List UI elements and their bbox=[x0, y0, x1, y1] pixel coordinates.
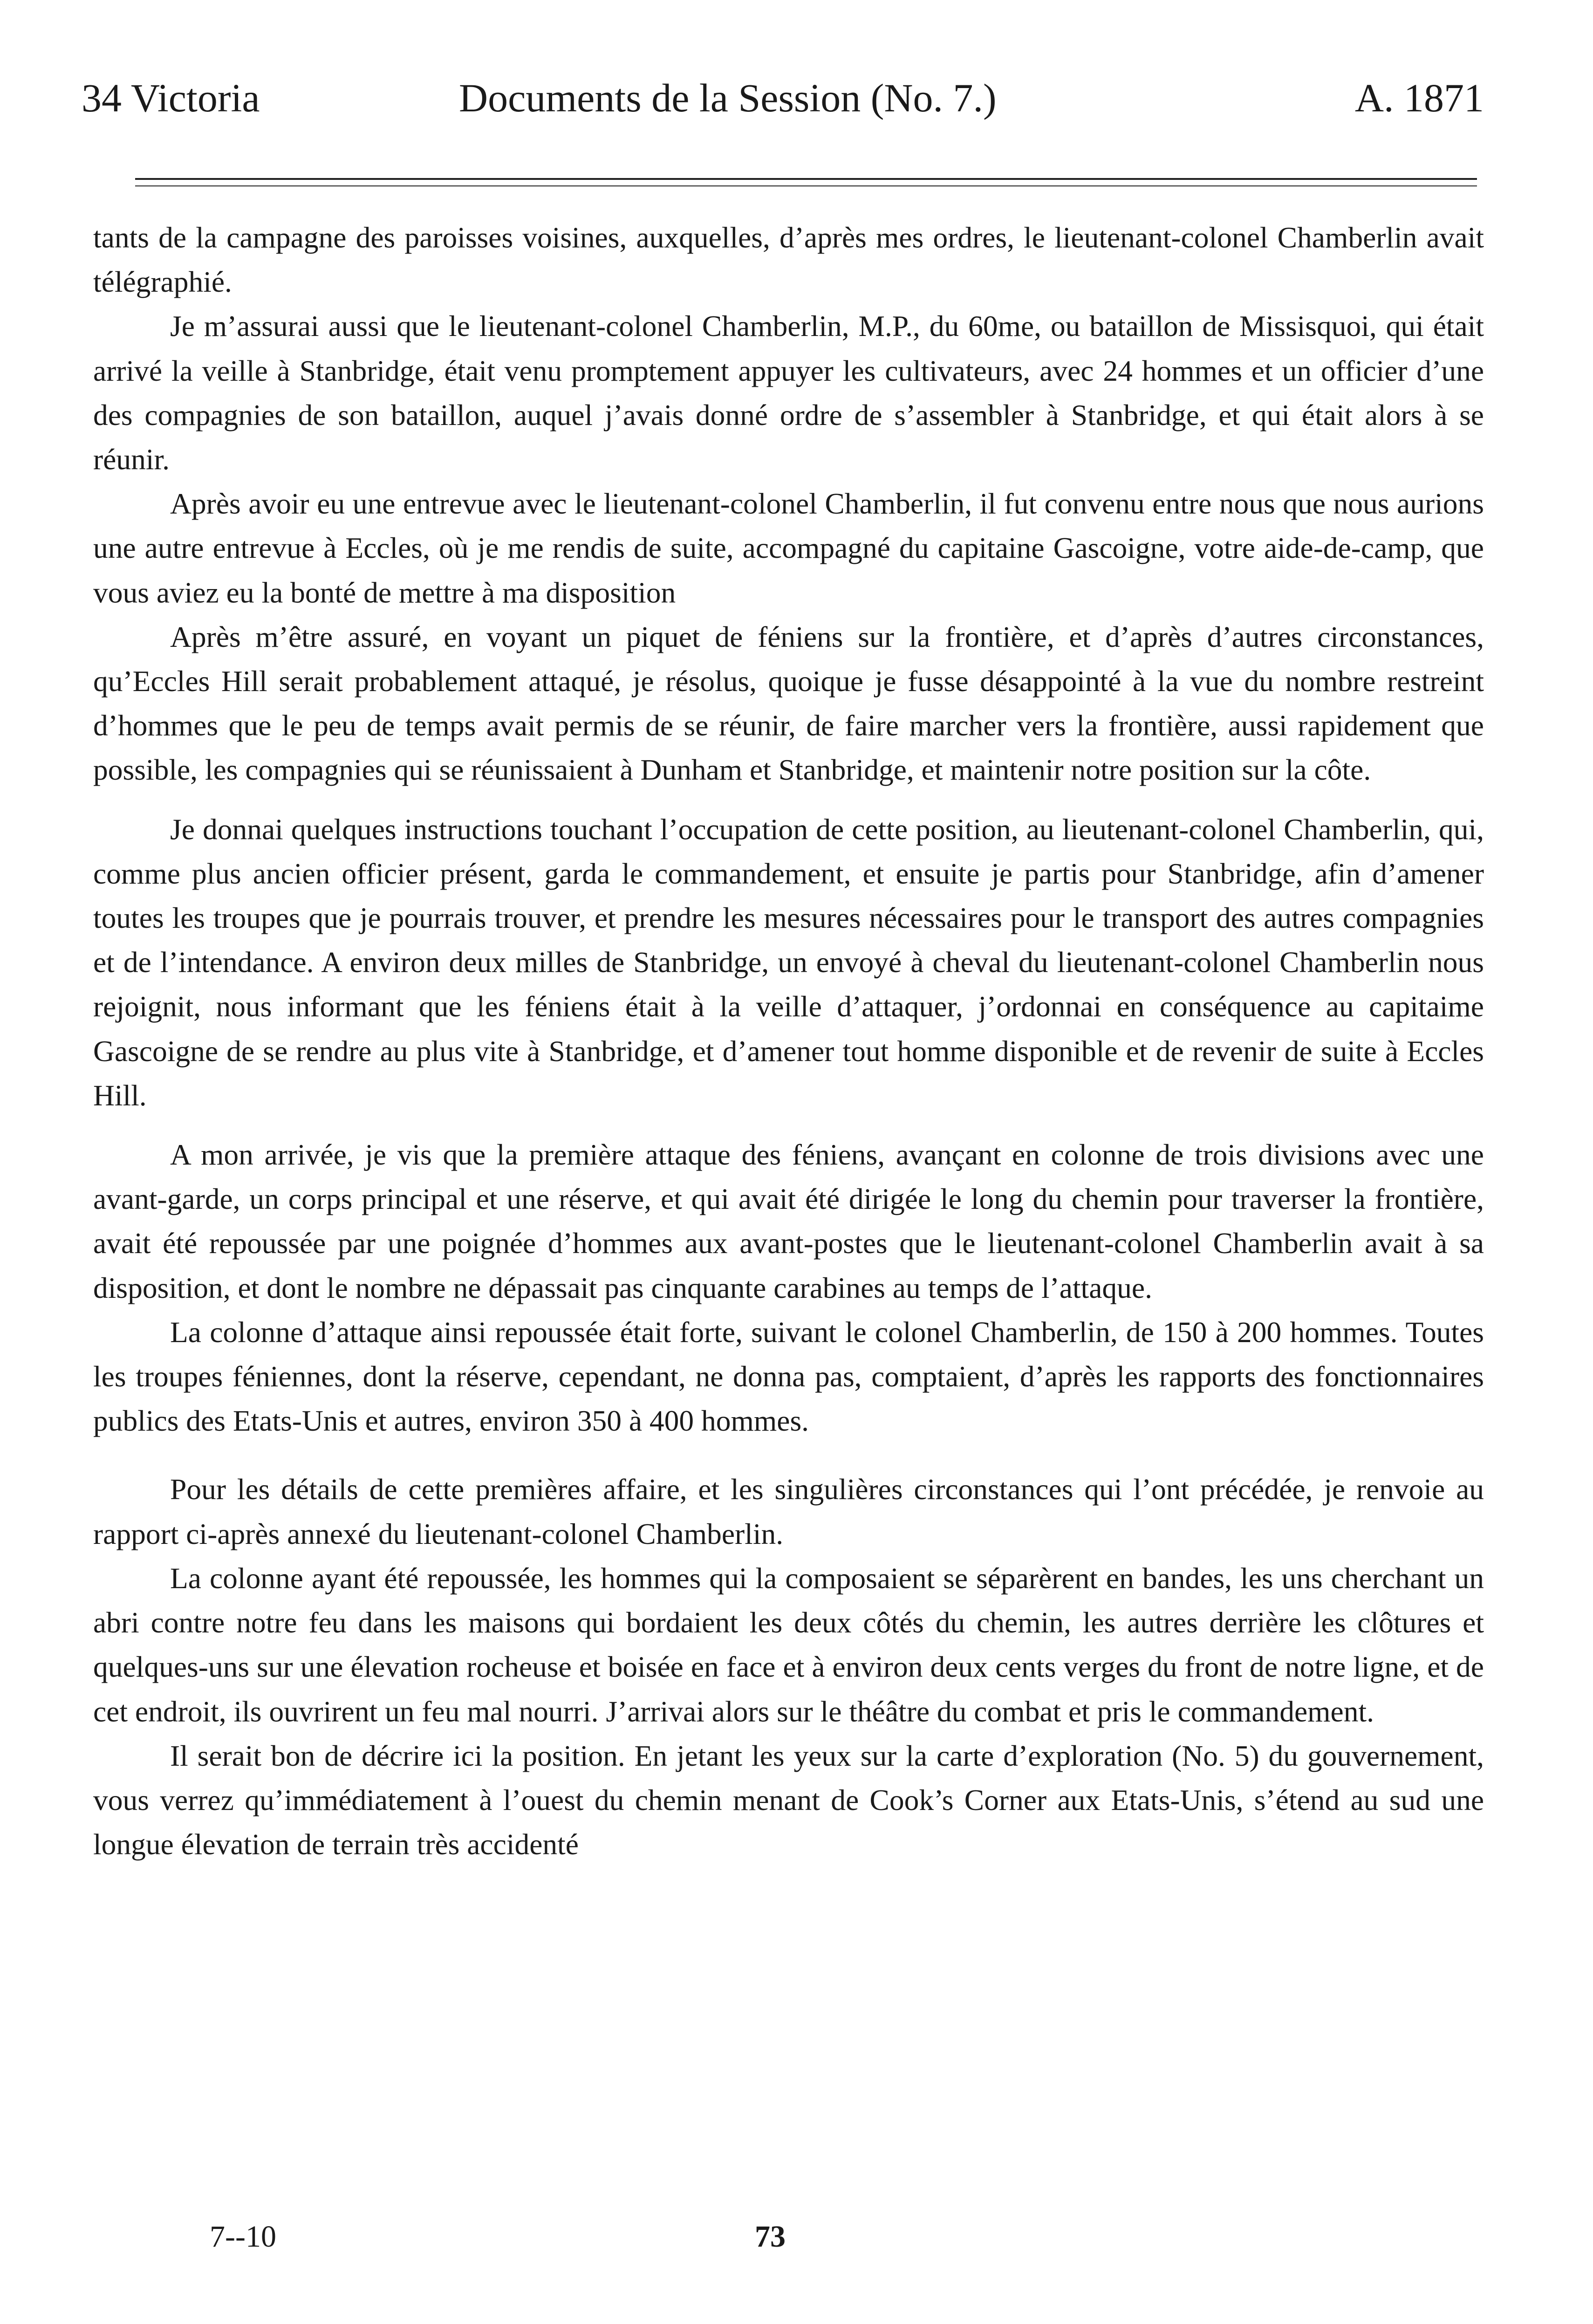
page-number: 73 bbox=[755, 2220, 786, 2254]
signature-mark: 7--10 bbox=[210, 2220, 276, 2254]
page-footer bbox=[0, 2211, 1593, 2262]
paragraph-continuation: tants de la campagne des paroisses voisines, auxquelles, d’après mes ordres, le lieutenant-colonel Chamberlin avait télégraphié. bbox=[93, 221, 1484, 299]
paragraph: La colonne d’attaque ainsi repoussée était forte, suivant le colonel Chamberlin, de 150 à 200 hommes. Toutes les troupes féniennes, dont la réserve, cependant, ne donna pas, comptaient, d’après les rapports des fonctionnaires publics des Etats-Unis et autres, environ 350 à 400 hommes. bbox=[93, 1315, 1484, 1438]
header-rule-thin bbox=[135, 185, 1477, 186]
paragraph: La colonne ayant été repoussée, les hommes qui la composaient se séparèrent en bandes, les uns cherchant un abri contre notre feu dans les maisons qui bordaient les deux côtés du chemin, les autres derrière les clôtures et quelques-uns sur une élevation rocheuse et boisée en face et à environ deux cents verges du front de notre ligne, et de cet endroit, ils ouvrirent un feu mal nourri. J’arrivai alors sur le théâtre du combat et pris le commandement. bbox=[93, 1561, 1484, 1728]
paragraph: Il serait bon de décrire ici la position. En jetant les yeux sur la carte d’exploration (No. 5) du gouvernement, vous verrez qu’immédiatement à l’ouest du chemin menant de Cook’s Corner aux Etats-Unis, s’étend au sud une longue élevation de terrain très accidenté bbox=[93, 1739, 1484, 1861]
paragraph: Après avoir eu une entrevue avec le lieutenant-colonel Chamberlin, il fut convenu entre nous que nous aurions une autre entrevue à Eccles, où je me rendis de suite, accompagné du capitaine Gascoigne, votre aide-de-camp, que vous aviez eu la bonté de mettre à ma disposition bbox=[93, 487, 1484, 609]
running-header bbox=[82, 70, 1484, 126]
header-title: Documents de la Session (No. 7.) bbox=[459, 75, 997, 120]
header-left: 34 Victoria bbox=[82, 75, 260, 120]
header-rule bbox=[135, 178, 1477, 180]
paragraph: A mon arrivée, je vis que la première attaque des féniens, avançant en colonne de trois divisions avec une avant-garde, un corps principal et une réserve, et qui avait été dirigée le long du chemin pour traverser la frontière, avait été repoussée par une poignée d’hommes aux avant-postes que le lieutenant-colonel Chamberlin avait à sa disposition, et dont le nombre ne dépassait pas cinquante carabines au temps de l’attaque. bbox=[93, 1138, 1484, 1304]
paragraph: Pour les détails de cette premières affaire, et les singulières circonstances qui l’ont précédée, je renvoie au rapport ci-après annexé du lieutenant-colonel Chamberlin. bbox=[93, 1473, 1484, 1550]
paragraph: Je m’assurai aussi que le lieutenant-colonel Chamberlin, M.P., du 60me, ou bataillon de Missisquoi, qui était arrivé la veille à Stanbridge, était venu promptement appuyer les cultivateurs, avec 24 hommes et un officier d’une des compagnies de son bataillon, auquel j’avais donné ordre de s’assembler à Stanbridge, et qui était alors à se réunir. bbox=[93, 309, 1484, 476]
body-text bbox=[93, 215, 1484, 1866]
paragraph: Après m’être assuré, en voyant un piquet de féniens sur la frontière, et d’après d’autres circonstances, qu’Eccles Hill serait probablement attaqué, je résolus, quoique je fusse désappointé à la vue du nombre restreint d’hommes que le peu de temps avait permis de se réunir, de faire marcher vers la frontière, aussi rapidement que possible, les compagnies qui se réunissaient à Dunham et Stanbridge, et maintenir notre position sur la côte. bbox=[93, 620, 1484, 787]
paragraph: Je donnai quelques instructions touchant l’occupation de cette position, au lieutenant-colonel Chamberlin, qui, comme plus ancien officier présent, garda le commandement, et ensuite je partis pour Stanbridge, afin d’amener toutes les troupes que je pourrais trouver, et prendre les mesures nécessaires pour le transport des autres compagnies et de l’intendance. A environ deux milles de Stanbridge, un envoyé à cheval du lieutenant-colonel Chamberlin nous rejoignit, nous informant que les féniens était à la veille d’attaquer, j’ordonnai en conséquence au capitaime Gascoigne de se rendre au plus vite à Stanbridge, et d’amener tout homme disponible et de revenir de suite à Eccles Hill. bbox=[93, 812, 1484, 1112]
header-right: A. 1871 bbox=[1354, 75, 1484, 120]
